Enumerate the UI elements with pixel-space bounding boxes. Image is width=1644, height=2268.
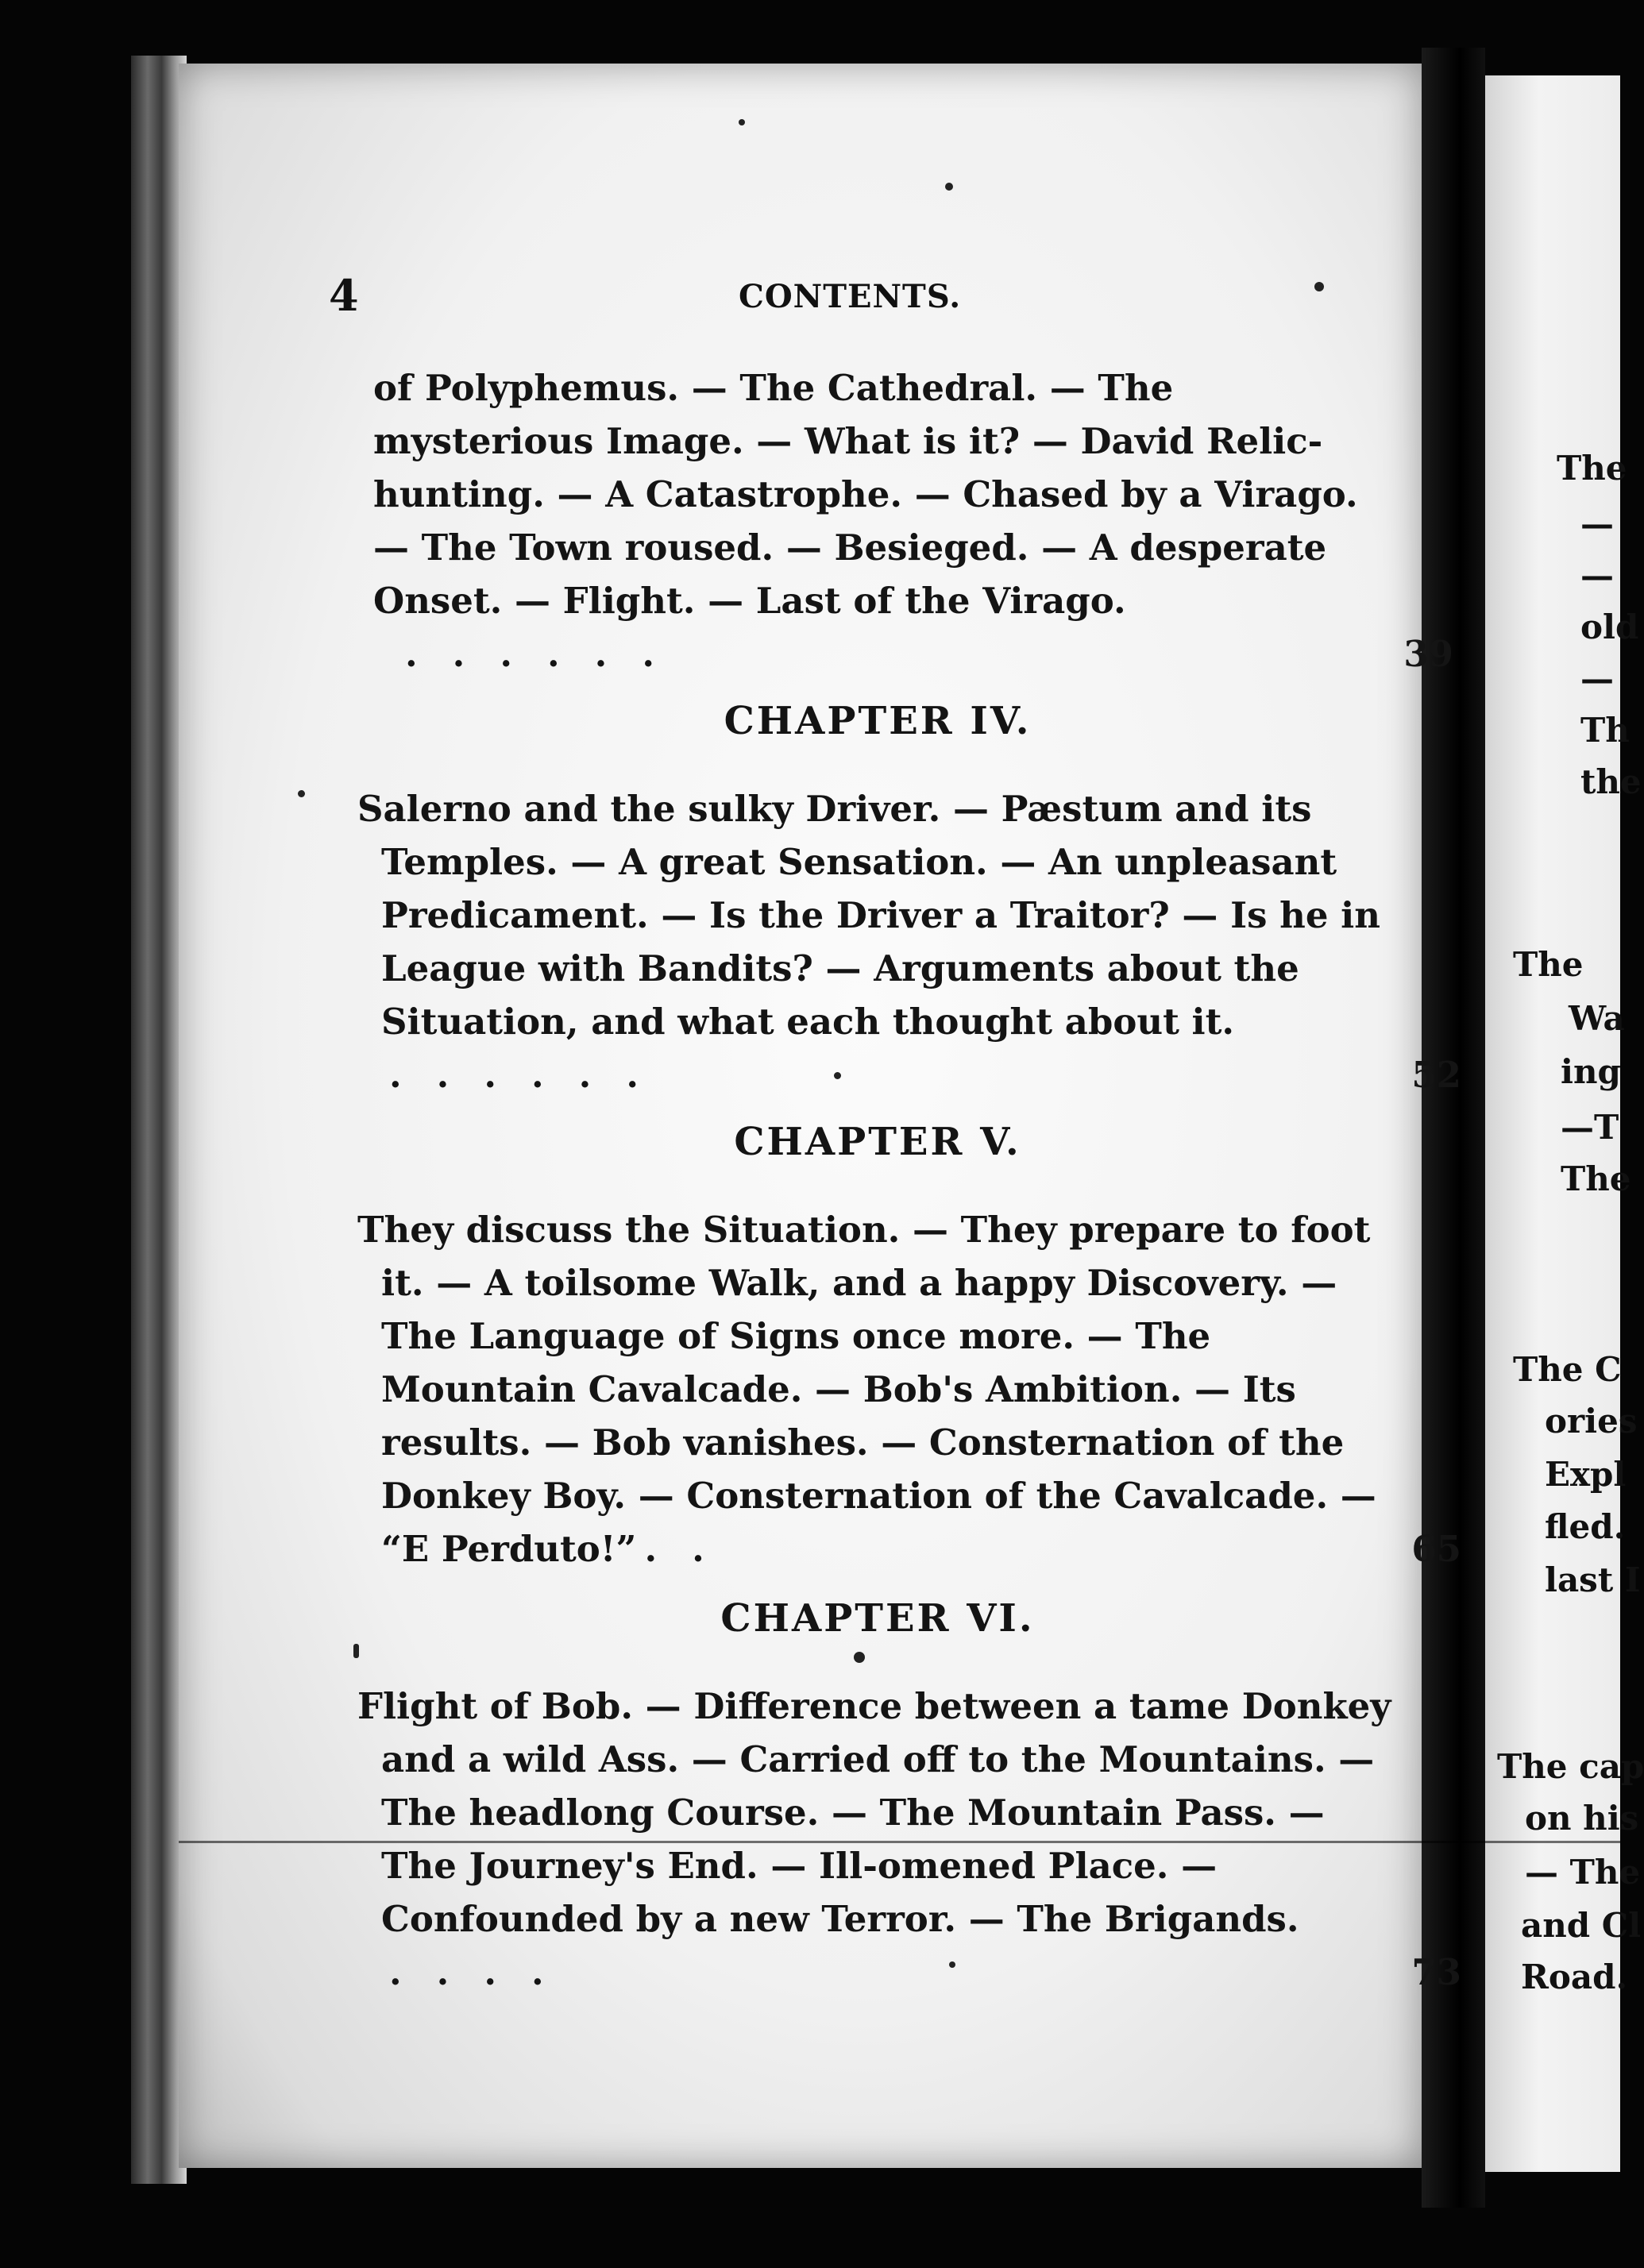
entry-page-number: 65	[1411, 1528, 1461, 1570]
contents-entry-ch5	[357, 1203, 1461, 1576]
adjacent-text: Th	[1580, 711, 1630, 750]
adjacent-text: the	[1580, 762, 1642, 801]
adjacent-text: Road.	[1521, 1958, 1628, 1996]
adjacent-text: on his	[1525, 1799, 1639, 1838]
leader-dots: ..	[644, 1528, 739, 1570]
scan-speck	[834, 1072, 841, 1079]
adjacent-text: —T	[1561, 1108, 1619, 1147]
adjacent-text: last I	[1545, 1560, 1641, 1599]
scan-speck	[298, 790, 305, 797]
adjacent-text: Wa	[1569, 999, 1625, 1038]
adjacent-text: —	[1580, 659, 1614, 698]
entry-page-number: 39	[1403, 633, 1453, 675]
adjacent-text: ing	[1561, 1052, 1621, 1091]
entry-summary: Flight of Bob. — Difference between a tame Donkey and a wild Ass. — Carried off to the Mountains. — The headlong Course. — The Mountain Pass. — The Journey's End. — Ill-omened Place. — Confounded by a new Terror. — The Brigands.	[357, 1685, 1391, 1940]
leader-dots: ....	[389, 1951, 579, 1993]
contents-entry-ch4	[357, 782, 1461, 1101]
scan-speck	[854, 1652, 865, 1663]
scan-speck	[353, 1644, 359, 1658]
adjacent-text: and Cl	[1521, 1906, 1642, 1945]
adjacent-text: —	[1580, 556, 1614, 595]
page-gutter	[1411, 48, 1485, 2208]
adjacent-text: —	[1580, 504, 1614, 543]
running-head: CONTENTS.	[739, 278, 962, 315]
scan-speck	[949, 1961, 955, 1968]
leader-dots: ......	[389, 1054, 673, 1096]
chapter-heading-v: CHAPTER V.	[734, 1120, 1021, 1164]
adjacent-text: The C	[1513, 1350, 1622, 1389]
chapter-heading-vi: CHAPTER VI.	[720, 1596, 1035, 1641]
contents-entry-ch6	[357, 1680, 1461, 1999]
page-number: 4	[329, 270, 359, 321]
entry-summary: They discuss the Situation. — They prepare to foot it. — A toilsome Walk, and a happy Discovery. — The Language of Signs once more. — The Mountain Cavalcade. — Bob's Ambition. — Its results. — Bob vanishes. — Consternation of the Donkey Boy. — Consternation of the Cavalcade. — “E Perduto!”	[357, 1209, 1376, 1570]
entry-page-number: 52	[1411, 1054, 1461, 1096]
adjacent-text: Expl	[1545, 1455, 1627, 1494]
entry-page-number: 73	[1411, 1951, 1461, 1993]
adjacent-text: fled.	[1545, 1507, 1626, 1546]
entry-summary: Salerno and the sulky Driver. — Pæstum and its Temples. — A great Sensation. — An unpleasant Predicament. — Is the Driver a Traitor? — Is he in League with Bandits? — Arguments about the Situation, and what each thought about it.	[357, 788, 1380, 1043]
entry-summary: of Polyphemus. — The Cathedral. — The mysterious Image. — What is it? — David Relic-hunting. — A Catastrophe. — Chased by a Virago. — The Town roused. — Besieged. — A desperate Onset. — Flight. — Last of the Virago.	[373, 367, 1358, 622]
scan-speck	[945, 183, 953, 191]
leader-dots: ......	[405, 633, 689, 675]
scan-speck	[1314, 282, 1324, 291]
scan-artifact-line	[179, 1841, 1620, 1843]
adjacent-text: The	[1513, 945, 1584, 984]
scan-speck	[739, 119, 745, 125]
adjacent-text: The	[1561, 1159, 1631, 1198]
adjacent-text: The	[1557, 449, 1627, 488]
chapter-heading-iv: CHAPTER IV.	[724, 699, 1032, 743]
adjacent-text: ories	[1545, 1402, 1638, 1441]
adjacent-text: — The	[1525, 1853, 1641, 1892]
adjacent-text: The cap	[1497, 1747, 1644, 1786]
adjacent-text: old	[1580, 608, 1639, 646]
contents-entry-ch3	[365, 361, 1453, 681]
